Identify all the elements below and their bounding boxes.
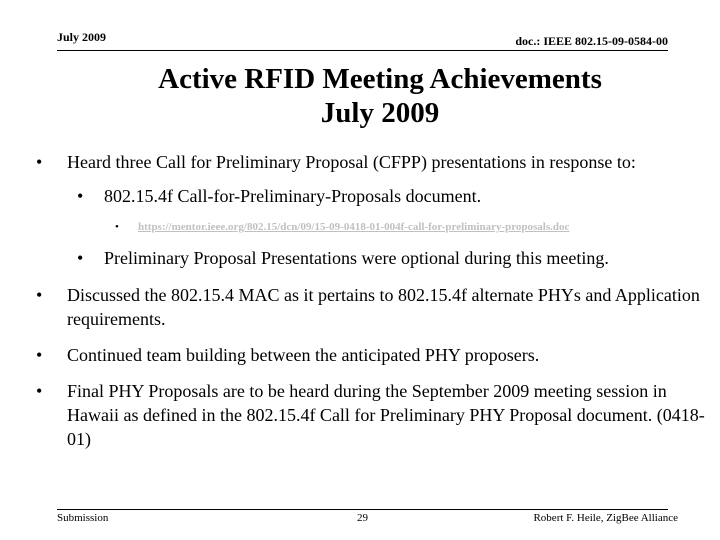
bullet-3 (36, 343, 717, 367)
bullet-1-2-text: Preliminary Proposal Presentations were optional during this meeting. (104, 248, 609, 268)
bullet-3-text: Continued team building between the anticipated PHY proposers. (67, 345, 540, 365)
bullet-1-1-text: 802.15.4f Call-for-Preliminary-Proposals document. (104, 186, 482, 206)
bullet-4-text: Final PHY Proposals are to be heard during the September 2009 meeting session in Hawaii as defined in the 802.15.4f Call for Preliminary PHY Proposal document. (0418-01) (67, 381, 705, 449)
bullet-dot: • (36, 381, 43, 401)
footer-page-number: 29 (357, 512, 368, 524)
footer-submission: Submission (57, 512, 109, 524)
header-date: July 2009 (57, 30, 107, 44)
footer-author: Robert F. Heile, ZigBee Alliance (533, 512, 678, 524)
bullet-1-1 (77, 184, 704, 208)
bullet-2-text: Discussed the 802.15.4 MAC as it pertains to 802.15.4f alternate PHYs and Application requirements. (67, 285, 700, 329)
bullet-dot: • (36, 285, 43, 305)
bullet-dot: • (115, 221, 119, 233)
bullet-dot: • (77, 186, 84, 206)
cfpp-document-link[interactable]: https://mentor.ieee.org/802.15/dcn/09/15-09-0418-01-004f-call-for-preliminary-proposals.doc (138, 221, 570, 233)
bullet-1 (36, 150, 717, 174)
title-line-2: July 2009 (320, 97, 440, 129)
header-doc-id: doc.: IEEE 802.15-09-0584-00 (515, 34, 668, 48)
bullet-2 (36, 283, 717, 331)
bullet-dot: • (36, 152, 43, 172)
bullet-dot: • (36, 345, 43, 365)
bullet-1-1-1 (115, 220, 708, 234)
bullet-4 (36, 379, 717, 451)
title-line-1: Active RFID Meeting Achievements (158, 63, 602, 95)
footer-divider (57, 509, 668, 510)
bullet-1-text: Heard three Call for Preliminary Proposal (CFPP) presentations in response to: (67, 152, 636, 172)
bullet-dot: • (77, 248, 84, 268)
bullet-1-2 (77, 246, 704, 270)
